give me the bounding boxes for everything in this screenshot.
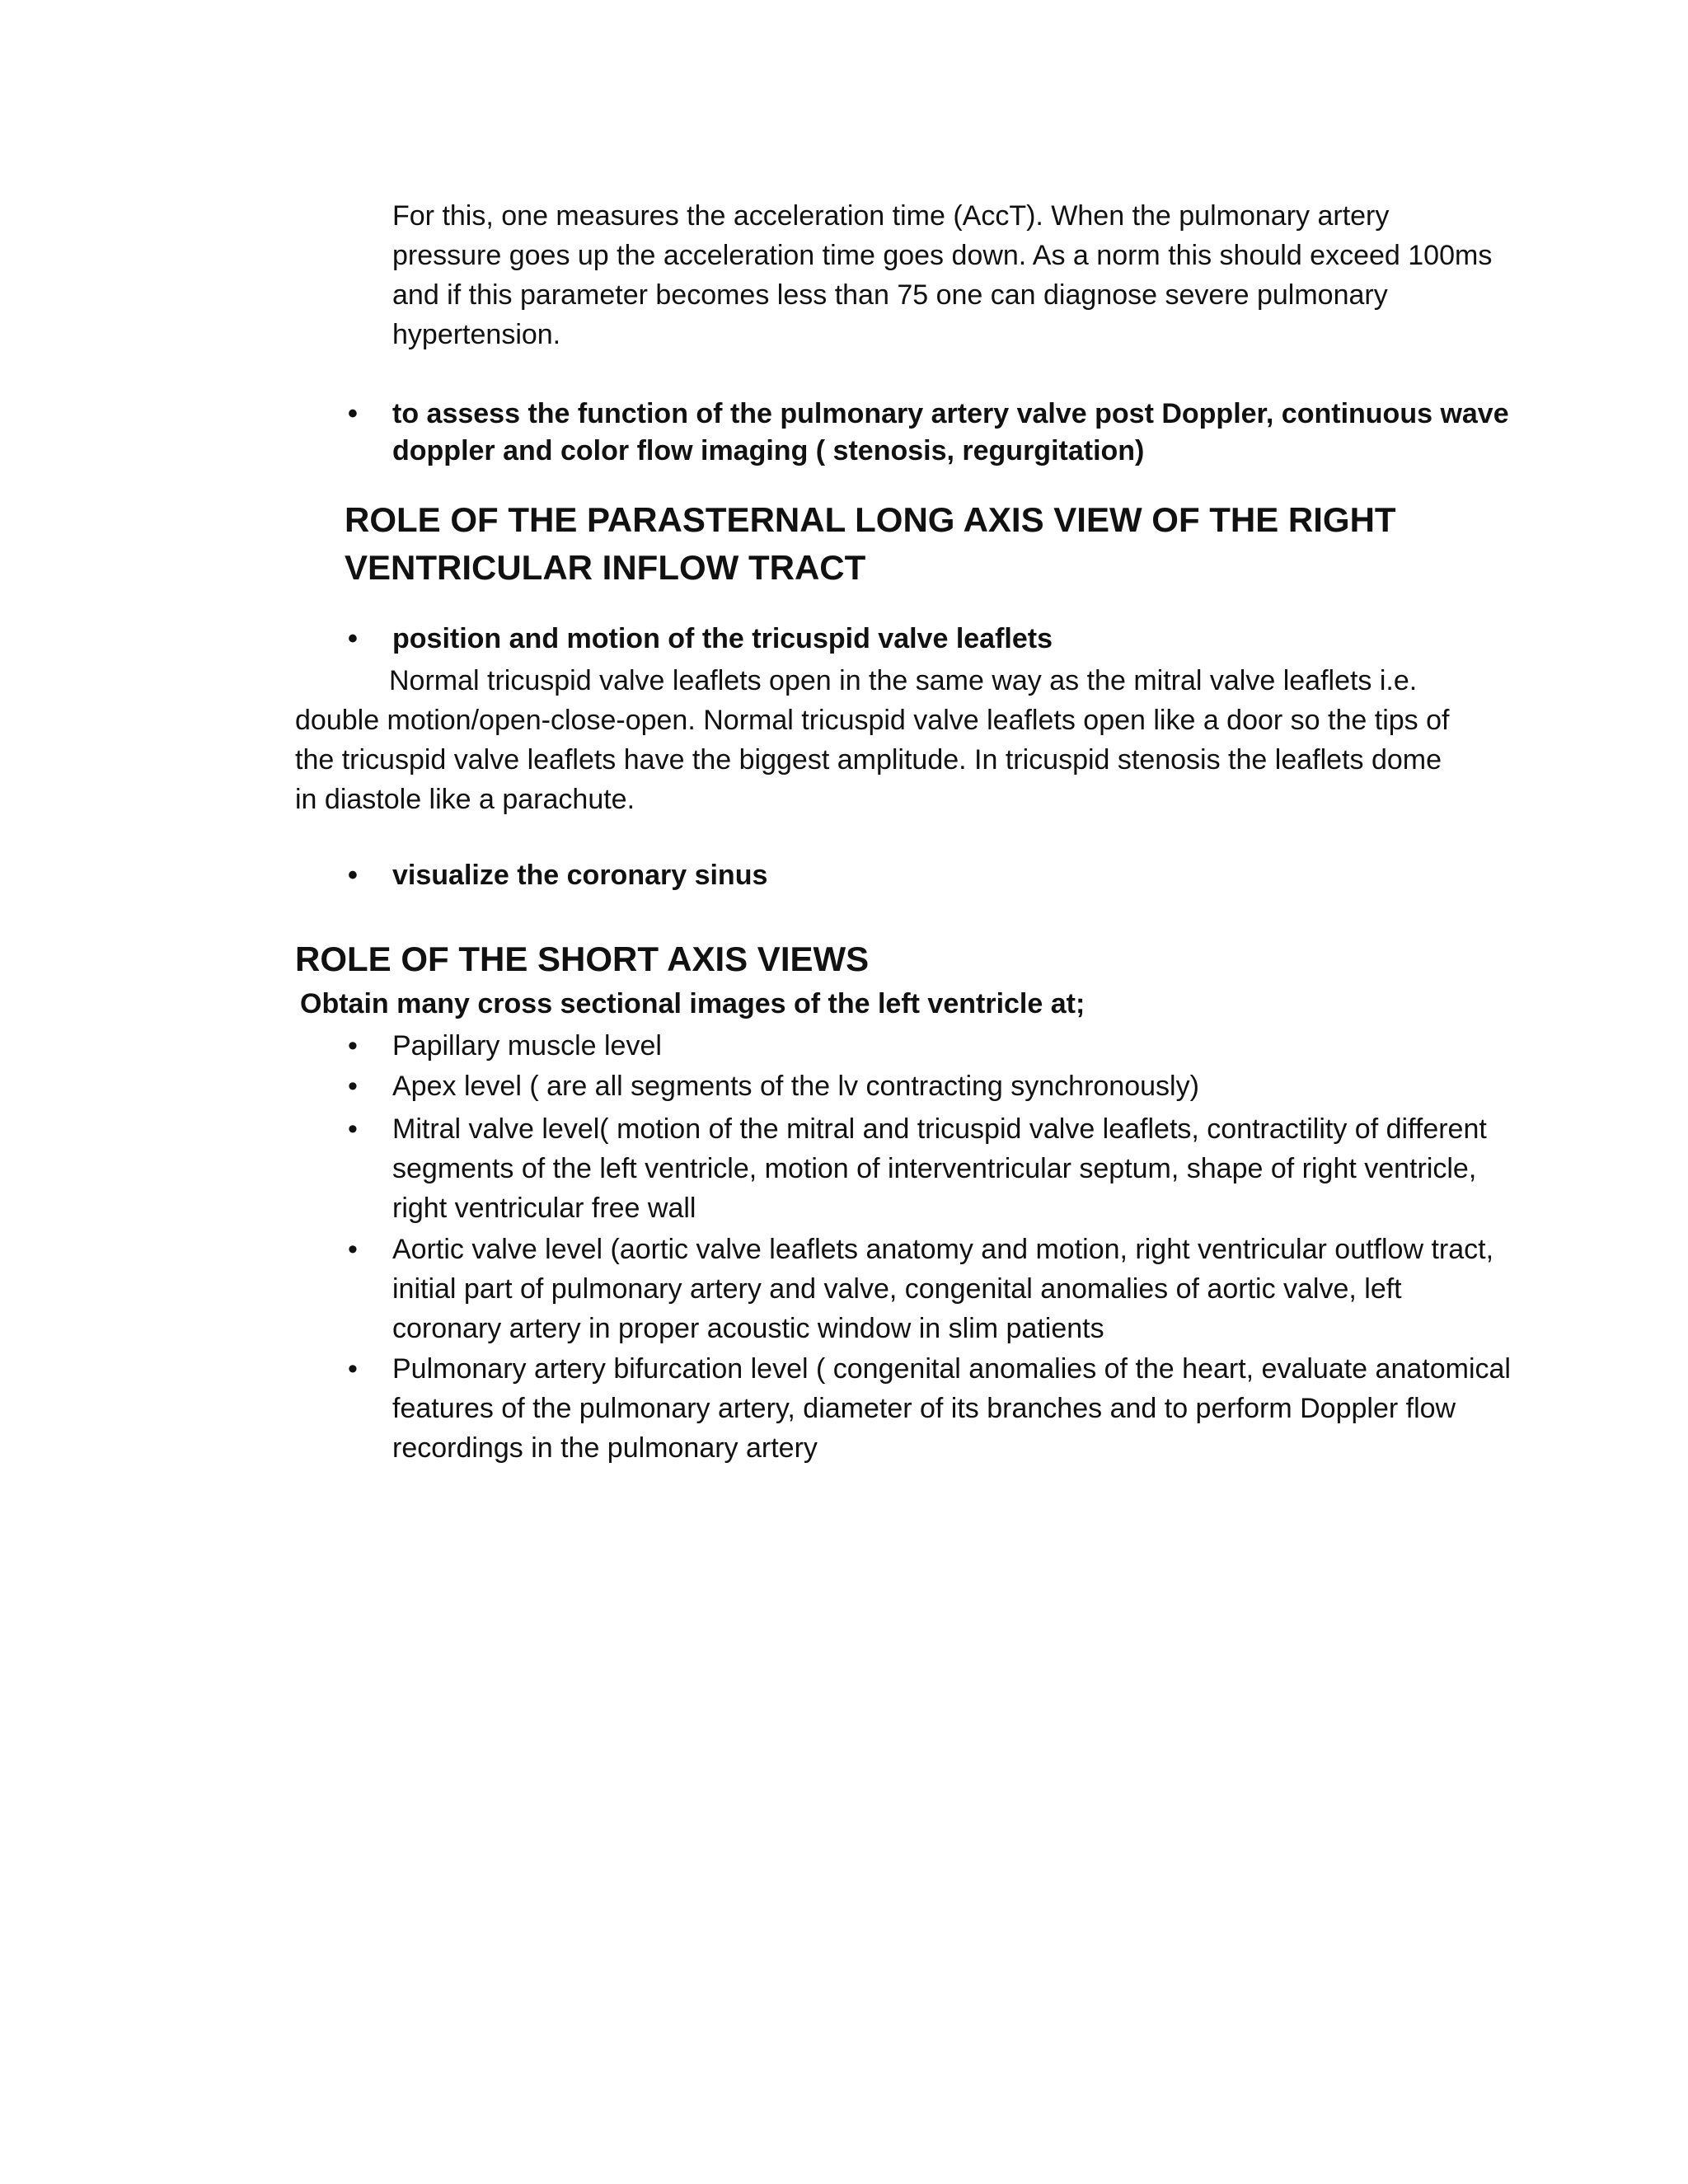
list-item-apex	[345, 1068, 1515, 1105]
section-heading-rv-inflow-line2: VENTRICULAR INFLOW TRACT	[345, 548, 866, 587]
list-item-mitral	[345, 1109, 1515, 1228]
bullet-pulmonary-valve-function	[345, 396, 1515, 470]
section-heading-rv-inflow-line1: ROLE OF THE PARASTERNAL LONG AXIS VIEW OF THE RIGHT	[345, 500, 1396, 539]
acceleration-time-paragraph: For this, one measures the acceleration time (AccT). When the pulmonary artery pressure goes up the acceleration time goes down. As a norm this should exceed 100ms and if this parameter becomes less than 75 one can diagnose severe pulmonary hypertension.	[392, 200, 1493, 350]
bullet-coronary-sinus	[345, 857, 1515, 894]
list-item-aortic	[345, 1230, 1515, 1348]
bullet-icon: •	[348, 860, 358, 891]
tricuspid-paragraph-block	[295, 661, 1465, 819]
section-heading-short-axis: ROLE OF THE SHORT AXIS VIEWS	[295, 940, 870, 978]
list-item-text: Aortic valve level (aortic valve leaflets anatomy and motion, right ventricular outflow tract, initial part of pulmonary artery and valve, congenital anomalies of aortic valve, left coronary artery in proper acoustic window in slim patients	[392, 1234, 1494, 1344]
bullet-text: position and motion of the tricuspid valve leaflets	[392, 623, 1053, 654]
bullet-icon: •	[348, 1113, 358, 1145]
list-item-pulmonary-bifurcation	[345, 1349, 1515, 1468]
list-item-papillary	[345, 1028, 1515, 1065]
list-item-text: Apex level ( are all segments of the lv contracting synchronously)	[392, 1071, 1199, 1102]
bullet-text: visualize the coronary sinus	[392, 860, 768, 891]
list-item-text: Pulmonary artery bifurcation level ( congenital anomalies of the heart, evaluate anatomical features of the pulmonary artery, diameter of its branches and to perform Doppler flow recordings in the pulmonary artery	[392, 1353, 1511, 1464]
tricuspid-paragraph: Normal tricuspid valve leaflets open in the same way as the mitral valve leaflets i.e. double motion/open-close-open. Normal tricuspid valve leaflets open like a door so the tips of the tricuspid valve leaflets have the biggest amplitude. In tricuspid stenosis the leaflets dome in diastole like a parachute.	[295, 665, 1450, 815]
bullet-icon: •	[348, 1030, 358, 1062]
bullet-tricuspid-leaflets	[345, 621, 1515, 658]
short-axis-subheading: Obtain many cross sectional images of the left ventricle at;	[300, 988, 1085, 1019]
bullet-icon: •	[348, 398, 358, 429]
bullet-icon: •	[348, 1353, 358, 1385]
bullet-icon: •	[348, 623, 358, 654]
list-item-text: Mitral valve level( motion of the mitral and tricuspid valve leaflets, contractility of different segments of the left ventricle, motion of interventricular septum, shape of right ventricle, right ventricular free wall	[392, 1113, 1487, 1224]
bullet-icon: •	[348, 1234, 358, 1265]
list-item-text: Papillary muscle level	[392, 1030, 662, 1062]
bullet-icon: •	[348, 1071, 358, 1102]
bullet-text: to assess the function of the pulmonary artery valve post Doppler, continuous wave doppler and color flow imaging ( stenosis, regurgitation)	[392, 398, 1509, 466]
